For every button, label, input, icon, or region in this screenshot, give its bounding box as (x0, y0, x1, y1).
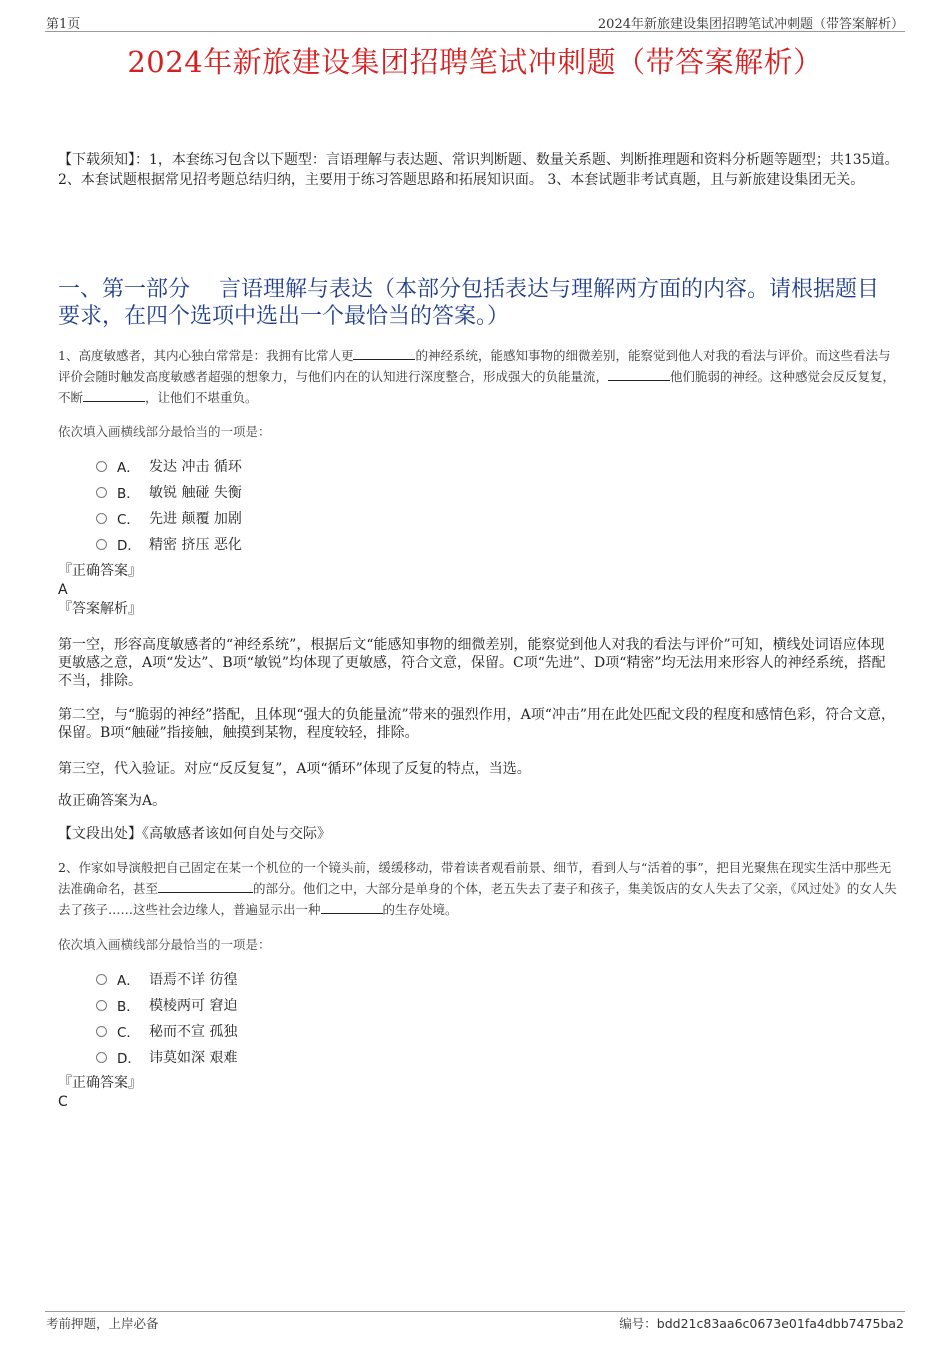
question-1 (58, 345, 898, 408)
correct-answer: C (58, 1094, 68, 1110)
analysis-para-2-wrap (58, 706, 898, 742)
stem-text: 1、高度敏感者，其内心独白常常是：我拥有比常人更 (58, 348, 354, 363)
option-letter: A． (117, 973, 140, 989)
radio-icon[interactable] (96, 513, 107, 524)
question-2-instruction-wrap (58, 935, 898, 953)
question-2-options (58, 966, 898, 1070)
analysis-label: 『答案解析』 (58, 601, 142, 617)
option-text: 发达 冲击 循环 (149, 459, 242, 475)
option-letter: D． (117, 1051, 141, 1067)
question-1-instruction: 依次填入画横线部分最恰当的一项是： (58, 424, 271, 439)
option-letter: C． (117, 1025, 140, 1041)
fill-blank (158, 880, 253, 893)
analysis-para-3-wrap (58, 760, 898, 778)
stem-text: 2、作家如导演般把自己固定在某一个机位的一个镜头前，缓缓移动，带着读者观看前景、细节，看到人与“活着的事”，把目光聚焦在现实生活中那些无法准确命名，甚至 (58, 860, 892, 896)
option-letter: C． (117, 512, 140, 528)
analysis-para-4-wrap (58, 792, 898, 810)
option-d[interactable] (58, 1044, 898, 1070)
radio-icon[interactable] (96, 1000, 107, 1011)
fill-blank (321, 901, 383, 914)
question-2-stem (58, 857, 898, 920)
option-text: 先进 颠覆 加剧 (149, 511, 242, 527)
option-d[interactable] (58, 531, 898, 557)
option-c[interactable] (58, 1018, 898, 1044)
question-2-instruction: 依次填入画横线部分最恰当的一项是： (58, 937, 271, 952)
code-label: 编号： (619, 1316, 657, 1331)
document-code (619, 1314, 904, 1332)
analysis-para-1-wrap (58, 636, 898, 690)
analysis-paragraph: 第二空，与“脆弱的神经”搭配，且体现“强大的负能量流”带来的强烈作用，A项“冲击”用在此处匹配文段的程度和感情色彩，符合文意，保留。B项“触碰”指接触，触摸到某物，程度较轻，排除。 (58, 707, 896, 741)
option-a[interactable] (58, 453, 898, 479)
option-b[interactable] (58, 479, 898, 505)
option-text: 语焉不详 彷徨 (149, 972, 238, 988)
radio-icon[interactable] (96, 539, 107, 550)
stem-text: 的部分。他们之中，大部分是单身的个体，老五失去了妻子和孩子，集美饭店的女人失去了父亲，《风过处》的女人失去了孩子……这些社会边缘人，普遍显示出一种 (58, 881, 897, 917)
option-letter: D． (117, 538, 141, 554)
option-letter: A． (117, 460, 140, 476)
footer-slogan: 考前押题，上岸必备 (46, 1316, 159, 1331)
stem-text: 的神经系统，能感知事物的细微差别，能察觉到他人对我的看法与评价。而这些看法与评价会随时触发高度敏感者超强的想象力，与他们内在的认知进行深度整合，形成强大的负能量流， (58, 348, 891, 384)
option-letter: B． (117, 999, 140, 1015)
radio-icon[interactable] (96, 487, 107, 498)
footer-divider (45, 1311, 905, 1312)
fill-blank (608, 368, 670, 381)
analysis-paragraph: 故正确答案为A。 (58, 793, 167, 809)
answer-label: 『正确答案』 (58, 1075, 142, 1091)
header-divider (45, 31, 905, 32)
option-letter: B． (117, 486, 140, 502)
radio-icon[interactable] (96, 1052, 107, 1063)
option-text: 敏锐 触碰 失衡 (149, 485, 242, 501)
answer-label: 『正确答案』 (58, 563, 142, 579)
code-value: bdd21c83aa6c0673e01fa4dbb7475ba2 (656, 1316, 904, 1331)
question-1-stem (58, 345, 898, 408)
radio-icon[interactable] (96, 461, 107, 472)
option-text: 精密 挤压 恶化 (149, 537, 242, 553)
option-text: 讳莫如深 艰难 (149, 1050, 238, 1066)
source-wrap (58, 825, 898, 843)
text-source: 【文段出处】《高敏感者该如何自处与交际》 (58, 826, 331, 842)
fill-blank (83, 389, 145, 402)
stem-text: 的生存处境。 (382, 902, 458, 917)
correct-answer: A (58, 582, 68, 598)
question-1-options (58, 453, 898, 557)
question-1-instruction-wrap (58, 422, 898, 440)
running-header-title: 2024年新旅建设集团招聘笔试冲刺题（带答案解析） (597, 17, 904, 32)
option-a[interactable] (58, 966, 898, 992)
document-title: 2024年新旅建设集团招聘笔试冲刺题（带答案解析） (127, 45, 823, 79)
radio-icon[interactable] (96, 1026, 107, 1037)
stem-text: ，让他们不堪重负。 (145, 390, 258, 405)
section-heading: 一、第一部分 言语理解与表达（本部分包括表达与理解两方面的内容。请根据题目要求，在四个选项中选出一个最恰当的答案。） (58, 277, 879, 329)
analysis-paragraph: 第三空，代入验证。对应“反反复复”，A项“循环”体现了反复的特点，当选。 (58, 761, 531, 777)
option-text: 秘而不宣 孤独 (149, 1024, 238, 1040)
analysis-paragraph: 第一空，形容高度敏感者的“神经系统”，根据后文“能感知事物的细微差别，能察觉到他人对我的看法与评价”可知，横线处词语应体现更敏感之意，A项“发达”、B项“敏锐”均体现了更敏感，符合文意，保留。C项“先进”、D项“精密”均无法用来形容人的神经系统，搭配不当，排除。 (58, 637, 886, 689)
option-b[interactable] (58, 992, 898, 1018)
question-2 (58, 857, 898, 920)
option-text: 模棱两可 窘迫 (149, 998, 238, 1014)
question-1-answer (58, 562, 898, 619)
radio-icon[interactable] (96, 974, 107, 985)
question-2-answer (58, 1074, 898, 1112)
download-notice: 【下载须知】：1，本套练习包含以下题型：言语理解与表达题、常识判断题、数量关系题、判断推理题和资料分析题等题型；共135道。 2、本套试题根据常见招考题总结归纳，主要用于练习答题思路和拓展知识面。 3、本套试题非考试真题，且与新旅建设集团无关。 (58, 152, 899, 188)
option-c[interactable] (58, 505, 898, 531)
stem-text: 他们脆弱的神经。这种感觉会反反复复，不断 (58, 369, 896, 405)
fill-blank (353, 347, 415, 360)
page-number: 第1页 (46, 17, 81, 32)
